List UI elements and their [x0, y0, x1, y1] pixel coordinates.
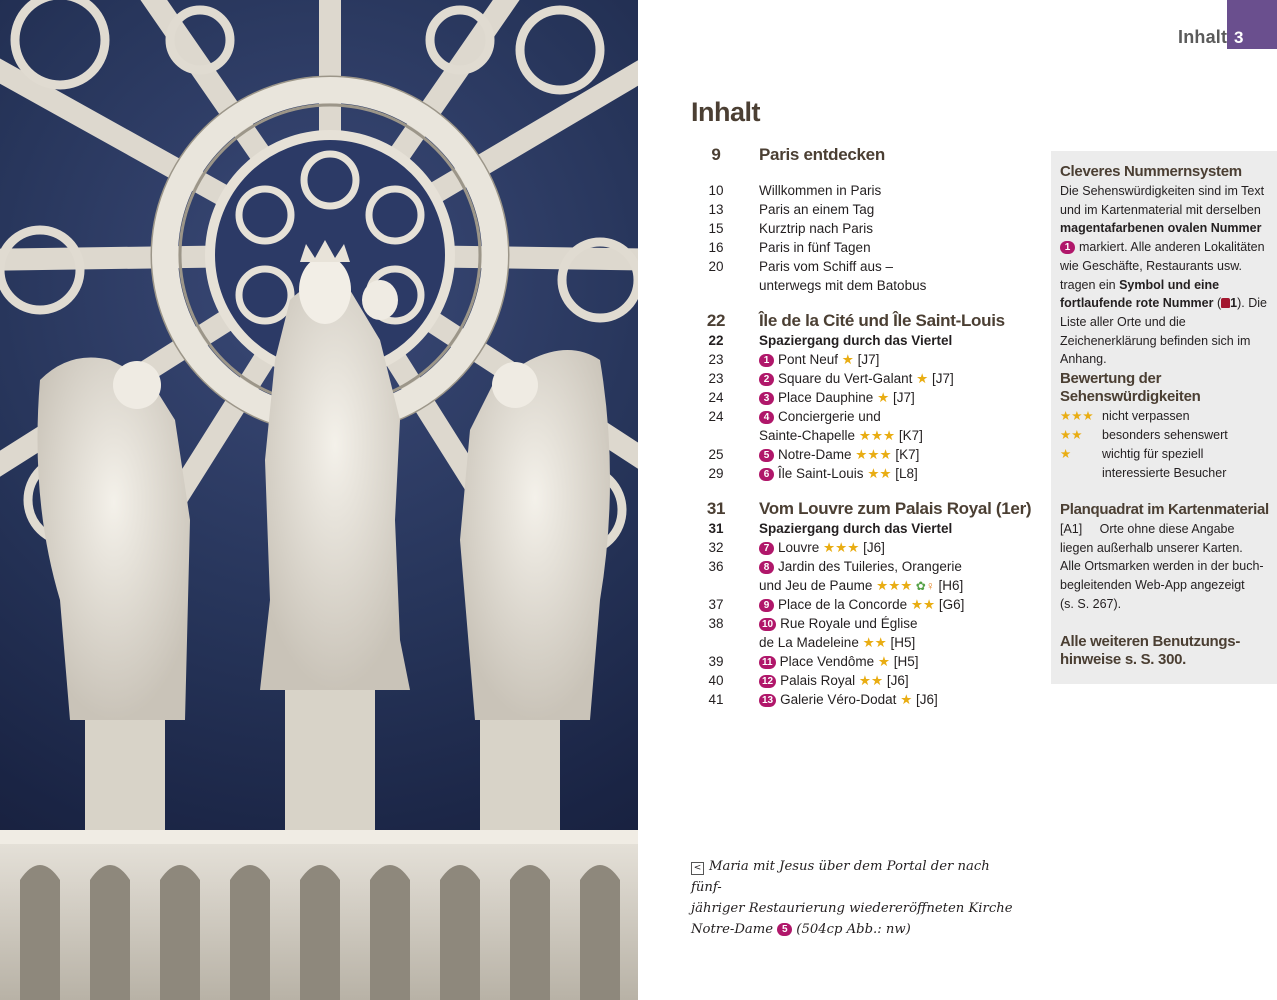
usage-sidebar	[1051, 151, 1277, 684]
grid-text-l2: liegen außerhalb unserer Karten.	[1060, 540, 1243, 555]
running-header-label: Inhalt	[1178, 27, 1228, 47]
rating-stars: ★★★	[819, 540, 860, 555]
toc-page-number: 20	[708, 259, 724, 274]
toc-entry-text: Spaziergang durch das Viertel	[759, 333, 953, 348]
rating-stars: ★★	[907, 597, 936, 612]
sight-number-badge: 4	[759, 411, 774, 424]
sight-number-badge: 1	[759, 354, 774, 367]
toc-entry-text: 7 Louvre ★★★ [J6]	[759, 539, 885, 558]
photo-caption	[691, 856, 1021, 940]
sight-number-badge: 13	[759, 694, 776, 707]
rating-stars: ★	[896, 692, 913, 707]
rating-heading-2: Sehenswürdigkeiten	[1060, 388, 1201, 405]
toc-entry-text: und Jeu de Paume ★★★ ✿♀ [H6]	[759, 578, 964, 593]
rating-stars: ★★	[863, 466, 892, 481]
numbers-text: Die Sehenswürdigkeiten sind im Text und im Kartenmaterial mit derselben magentafarbenen ovalen Nummer 1 markiert. Alle anderen Lokalitäten wie Geschäfte, Restaurants usw. tragen ein Symbol und eine fortlaufende rote Nummer ( 1). Die Liste aller Orte und die Zeichenerklärung befinden sich im Anhang.	[1060, 184, 1267, 367]
toc-entry-text: 8 Jardin des Tuileries, Orangerie	[759, 558, 962, 577]
toc-page-number: 10	[708, 183, 724, 198]
toc-page-number: 24	[708, 390, 724, 405]
toc-entry-text: 13 Galerie Véro-Dodat ★ [J6]	[759, 691, 938, 710]
caption-line-3b: (504cp Abb.: nw)	[796, 922, 911, 937]
caption-line-2: jähriger Restaurierung wiedereröffneten Kirche	[691, 901, 1013, 916]
more-hints-2: hinweise s. S. 300.	[1060, 651, 1187, 668]
toc-page-number: 25	[708, 447, 724, 462]
toc-entry-text: Paris an einem Tag	[759, 202, 875, 217]
family-icon: ♀	[925, 579, 935, 593]
toc-entry-text: Paris vom Schiff aus –	[759, 259, 894, 274]
toc-entry-text: unterwegs mit dem Batobus	[759, 278, 927, 293]
toc-page-number: 23	[708, 352, 724, 367]
toc-entry-text: 10 Rue Royale und Église	[759, 615, 917, 634]
grid-text-l1: Orte ohne diese Angabe	[1099, 522, 1235, 536]
toc-page-number: 32	[708, 540, 724, 555]
toc-page-number: 22	[706, 311, 726, 330]
numbers-text-p1: Die Sehenswürdigkeiten sind im Text und im Kartenmaterial mit derselben	[1060, 184, 1265, 217]
toc-entry-text: Spaziergang durch das Viertel	[759, 521, 953, 536]
toc-entry-text: 12 Palais Royal ★★ [J6]	[759, 672, 909, 691]
caption-arrow-icon: <	[691, 862, 704, 875]
toc-entry-text: 4 Conciergerie und	[759, 408, 881, 427]
toc-entry-text: Paris entdecken	[759, 145, 885, 164]
legend-text: nicht verpassen	[1102, 409, 1190, 423]
toc-entry-text: 5 Notre-Dame ★★★ [K7]	[759, 446, 919, 465]
rating-stars: ★★★	[872, 578, 913, 593]
toc-entry-text: Île de la Cité und Île Saint-Louis	[759, 311, 1005, 330]
numbers-text-b2-num: 1	[1230, 296, 1238, 311]
rating-stars: ★★	[855, 673, 884, 688]
rating-stars: ★	[838, 352, 854, 367]
toc-page-number: 16	[708, 240, 724, 255]
toc-entry-text: 2 Square du Vert-Galant ★ [J7]	[759, 370, 954, 389]
toc-entry-text: Kurztrip nach Paris	[759, 221, 874, 236]
page-title: Inhalt	[691, 97, 760, 127]
toc-page-number: 39	[708, 654, 724, 669]
grid-text	[1060, 520, 1274, 614]
caption-line-3a: Notre-Dame	[691, 922, 774, 937]
grid-text-l4: begleitenden Web-App angezeigt	[1060, 578, 1245, 593]
shopping-bag-icon	[1221, 298, 1230, 308]
toc-entry-text: 9 Place de la Concorde ★★ [G6]	[759, 596, 964, 615]
toc-page-number: 24	[708, 409, 724, 424]
numbers-text-p2: markiert. Alle anderen Lokalitäten wie Geschäfte, Restaurants usw. tragen ein	[1060, 240, 1265, 292]
toc-entry-text: 11 Place Vendôme ★ [H5]	[759, 653, 919, 672]
sight-number-badge: 9	[759, 599, 774, 612]
toc-page-number: 41	[708, 692, 724, 707]
sight-number-badge: 10	[759, 618, 776, 631]
toc-page-number: 40	[708, 673, 724, 688]
sight-number-badge: 5	[759, 449, 774, 462]
rating-stars: ★★	[858, 635, 887, 650]
toc-entry-text: Willkommen in Paris	[759, 183, 882, 198]
legend-text: besonders sehenswert	[1102, 428, 1228, 442]
sight-number-badge: 8	[759, 561, 774, 574]
numbers-text-b2: Symbol und eine fortlaufende rote Nummer	[1060, 277, 1220, 311]
sight-number-badge: 2	[759, 373, 774, 386]
sight-number-badge: 6	[759, 468, 774, 481]
legend-stars: ★	[1060, 447, 1072, 461]
numbers-heading: Cleveres Nummernsystem	[1060, 163, 1242, 180]
toc-page-number: 36	[708, 559, 724, 574]
cover-photo-notre-dame	[0, 0, 638, 1000]
legend-stars: ★★	[1060, 428, 1083, 442]
numbers-text-b1: magentafarbenen ovalen Nummer	[1060, 221, 1262, 236]
toc-page-number: 13	[708, 202, 724, 217]
sight-number-badge: 12	[759, 675, 776, 688]
toc-entry-text: 3 Place Dauphine ★ [J7]	[759, 389, 915, 408]
grid-code: [A1]	[1060, 522, 1083, 536]
rating-stars: ★	[912, 371, 929, 386]
toc-page-number: 31	[708, 521, 724, 536]
toc-page-number: 29	[708, 466, 724, 481]
more-hints-1: Alle weiteren Benutzungs-	[1060, 633, 1241, 650]
caption-badge: 5	[777, 923, 792, 936]
toc-entry-text: Sainte-Chapelle ★★★ [K7]	[759, 428, 923, 443]
page-number-tab: 3	[1227, 0, 1277, 49]
toc-page-number: 38	[708, 616, 724, 631]
legend-stars: ★★★	[1060, 409, 1094, 423]
toc-page-number: 37	[708, 597, 724, 612]
toc-page-number: 9	[711, 145, 721, 164]
toc-page-number: 31	[706, 499, 726, 518]
grid-heading: Planquadrat im Kartenmaterial	[1060, 501, 1269, 518]
rose-window-illustration	[0, 0, 638, 1000]
rating-stars: ★★★	[851, 447, 892, 462]
sight-number-badge: 7	[759, 542, 774, 555]
toc-entry-text: 6 Île Saint-Louis ★★ [L8]	[759, 465, 918, 484]
rating-stars: ★	[874, 654, 891, 669]
grid-text-l3: Alle Ortsmarken werden in der buch-	[1060, 559, 1264, 574]
legend-text: wichtig für speziell	[1102, 447, 1204, 461]
sample-number-badge: 1	[1060, 241, 1075, 254]
toc-page-number: 22	[708, 333, 724, 348]
sight-number-badge: 11	[759, 656, 776, 669]
rating-stars: ★	[873, 390, 890, 405]
rating-heading-1: Bewertung der	[1060, 370, 1162, 387]
toc-page-number: 15	[708, 221, 724, 236]
toc-entry-text: 1 Pont Neuf ★ [J7]	[759, 351, 879, 370]
toc-entry-text: de La Madeleine ★★ [H5]	[759, 635, 916, 650]
rating-stars: ★★★	[855, 428, 896, 443]
numbers-text-p3: ). Die Liste aller Orte und die Zeichenerklärung befinden sich im Anhang.	[1060, 296, 1267, 367]
toc-page-number: 23	[708, 371, 724, 386]
sight-number-badge: 3	[759, 392, 774, 405]
toc-entry-text: Vom Louvre zum Palais Royal (1er)	[759, 499, 1032, 518]
caption-line-1: Maria mit Jesus über dem Portal der nach fünf-	[691, 859, 990, 895]
toc-entry-text: Paris in fünf Tagen	[759, 240, 871, 255]
garden-icon: ✿	[912, 579, 926, 593]
grid-text-l5: (s. S. 267).	[1060, 596, 1122, 611]
legend-text: interessierte Besucher	[1102, 466, 1227, 480]
